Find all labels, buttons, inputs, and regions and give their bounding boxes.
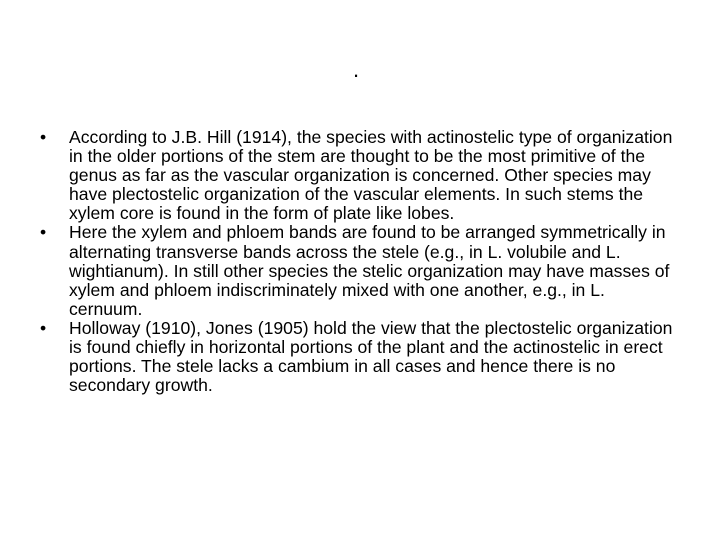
bullet-item-1 xyxy=(40,128,680,223)
bullet-text: According to J.B. Hill (1914), the species with actinostelic type of organization in the older portions of the stem are thought to be the most primitive of the genus as far as the vascular organization is concerned. Other species may have plectostelic organization of the vascular elements. In such stems the xylem core is found in the form of plate like lobes. xyxy=(69,127,673,224)
bullet-item-2 xyxy=(40,223,680,318)
bullet-point-icon: • xyxy=(40,222,47,243)
bullet-text: Holloway (1910), Jones (1905) hold the view that the plectostelic organization is found chiefly in horizontal portions of the plant and the actinostelic in erect portions. The stele lacks a cambium in all cases and hence there is no secondary growth. xyxy=(69,317,673,396)
bullet-text: Here the xylem and phloem bands are found to be arranged symmetrically in alternating transverse bands across the stele (e.g., in L. volubile and L. wightianum). In still other species the stelic organization may have masses of xylem and phloem indiscriminately mixed with one another, e.g., in L. cernuum. xyxy=(69,222,670,319)
bullet-item-3 xyxy=(40,319,680,395)
bullet-list xyxy=(40,128,680,395)
bullet-point-icon: • xyxy=(40,317,47,338)
bullet-point-icon: • xyxy=(40,127,47,147)
slide-title: . xyxy=(352,57,360,82)
